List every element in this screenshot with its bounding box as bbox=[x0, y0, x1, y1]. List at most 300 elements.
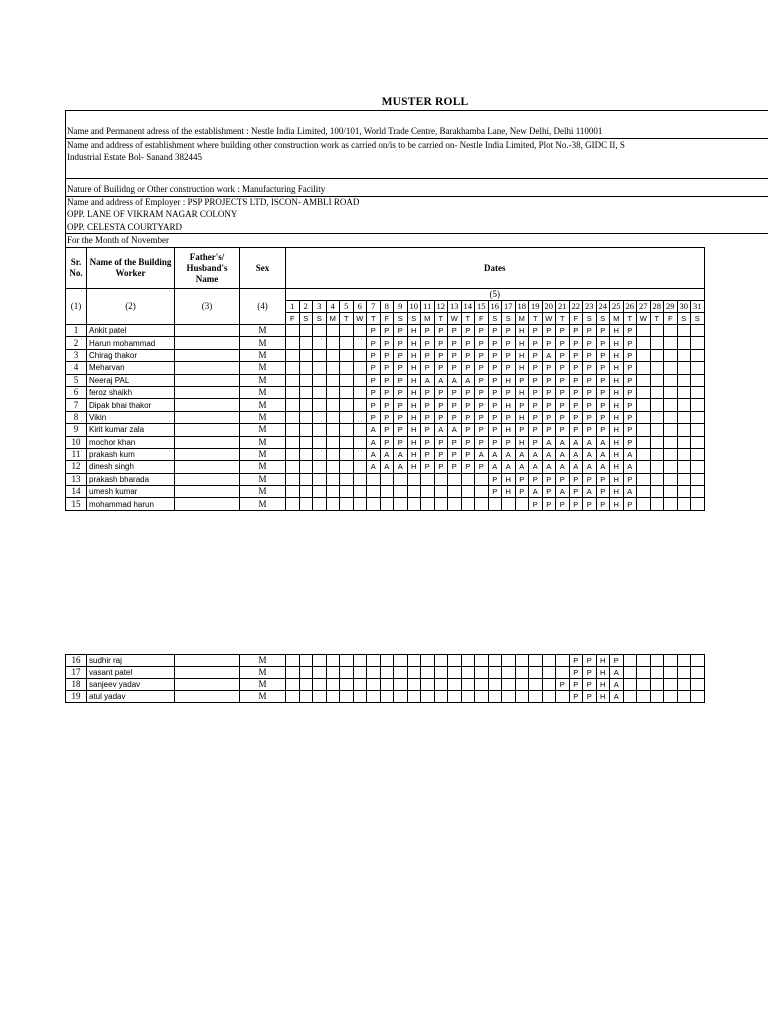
sr-no-cell: 5 bbox=[66, 374, 87, 386]
attendance-cell bbox=[340, 679, 354, 691]
table-row bbox=[66, 337, 705, 349]
attendance-cell bbox=[313, 667, 327, 679]
attendance-cell bbox=[556, 691, 570, 703]
attendance-cell bbox=[299, 424, 313, 436]
attendance-cell: P bbox=[596, 386, 610, 398]
attendance-cell bbox=[313, 362, 327, 374]
attendance-cell bbox=[691, 448, 705, 460]
attendance-cell bbox=[340, 424, 354, 436]
attendance-cell bbox=[677, 374, 691, 386]
weekday: F bbox=[380, 313, 394, 325]
attendance-cell bbox=[353, 679, 367, 691]
worker-name-cell: Vikin bbox=[87, 411, 175, 423]
attendance-cell: P bbox=[380, 424, 394, 436]
attendance-cell: P bbox=[569, 337, 583, 349]
date-number: 20 bbox=[542, 301, 556, 313]
attendance-cell bbox=[677, 349, 691, 361]
attendance-cell bbox=[326, 679, 340, 691]
attendance-cell: P bbox=[569, 679, 583, 691]
attendance-cell: P bbox=[542, 399, 556, 411]
attendance-cell: P bbox=[515, 424, 529, 436]
attendance-cell bbox=[286, 655, 300, 667]
attendance-cell: H bbox=[407, 448, 421, 460]
father-name-cell bbox=[175, 399, 240, 411]
attendance-cell: P bbox=[394, 337, 408, 349]
attendance-cell bbox=[380, 691, 394, 703]
attendance-cell bbox=[353, 337, 367, 349]
attendance-cell: P bbox=[421, 411, 435, 423]
attendance-cell bbox=[340, 349, 354, 361]
sex-cell: M bbox=[240, 374, 286, 386]
table-row bbox=[66, 399, 705, 411]
attendance-cell bbox=[299, 679, 313, 691]
attendance-cell: A bbox=[367, 436, 381, 448]
attendance-cell bbox=[637, 399, 651, 411]
attendance-cell: P bbox=[434, 399, 448, 411]
attendance-cell bbox=[637, 655, 651, 667]
attendance-cell: P bbox=[475, 337, 489, 349]
attendance-cell bbox=[461, 655, 475, 667]
attendance-cell: A bbox=[502, 461, 516, 473]
attendance-cell bbox=[326, 399, 340, 411]
attendance-cell: P bbox=[367, 349, 381, 361]
attendance-cell bbox=[353, 399, 367, 411]
attendance-cell: H bbox=[610, 486, 624, 498]
attendance-cell bbox=[637, 424, 651, 436]
father-name-cell bbox=[175, 667, 240, 679]
attendance-cell: P bbox=[380, 386, 394, 398]
attendance-cell bbox=[691, 667, 705, 679]
attendance-cell: P bbox=[367, 399, 381, 411]
weekday: S bbox=[677, 313, 691, 325]
attendance-cell bbox=[650, 655, 664, 667]
attendance-cell: H bbox=[407, 337, 421, 349]
attendance-cell bbox=[664, 436, 678, 448]
weekday: S bbox=[596, 313, 610, 325]
father-name-cell bbox=[175, 448, 240, 460]
attendance-cell: P bbox=[448, 448, 462, 460]
date-number: 3 bbox=[313, 301, 327, 313]
attendance-cell bbox=[286, 679, 300, 691]
attendance-cell bbox=[299, 325, 313, 337]
attendance-cell bbox=[434, 473, 448, 485]
table-row bbox=[66, 362, 705, 374]
date-number: 6 bbox=[353, 301, 367, 313]
attendance-cell: P bbox=[583, 399, 597, 411]
attendance-cell bbox=[664, 473, 678, 485]
attendance-cell bbox=[637, 337, 651, 349]
attendance-cell: P bbox=[434, 461, 448, 473]
attendance-cell bbox=[650, 436, 664, 448]
sr-no-cell: 11 bbox=[66, 448, 87, 460]
worker-name-cell: prakash kum bbox=[87, 448, 175, 460]
attendance-cell: H bbox=[610, 473, 624, 485]
attendance-cell bbox=[542, 679, 556, 691]
attendance-cell bbox=[407, 655, 421, 667]
attendance-cell: P bbox=[583, 655, 597, 667]
attendance-cell: P bbox=[569, 486, 583, 498]
weekday: S bbox=[407, 313, 421, 325]
attendance-cell: A bbox=[380, 461, 394, 473]
attendance-cell bbox=[691, 424, 705, 436]
attendance-cell bbox=[286, 399, 300, 411]
attendance-cell bbox=[380, 679, 394, 691]
attendance-cell bbox=[326, 337, 340, 349]
weekday: T bbox=[367, 313, 381, 325]
attendance-cell: P bbox=[448, 386, 462, 398]
attendance-cell: P bbox=[475, 399, 489, 411]
attendance-cell: P bbox=[542, 386, 556, 398]
attendance-cell bbox=[488, 667, 502, 679]
attendance-cell bbox=[326, 436, 340, 448]
attendance-cell: P bbox=[394, 362, 408, 374]
attendance-cell bbox=[340, 386, 354, 398]
attendance-cell bbox=[286, 337, 300, 349]
attendance-cell bbox=[286, 362, 300, 374]
attendance-cell bbox=[313, 486, 327, 498]
sr-no-cell: 13 bbox=[66, 473, 87, 485]
attendance-cell: P bbox=[461, 337, 475, 349]
attendance-cell: A bbox=[610, 679, 624, 691]
attendance-cell: P bbox=[475, 436, 489, 448]
date-number: 9 bbox=[394, 301, 408, 313]
attendance-cell bbox=[650, 424, 664, 436]
sex-cell: M bbox=[240, 679, 286, 691]
attendance-cell bbox=[664, 448, 678, 460]
attendance-cell bbox=[677, 486, 691, 498]
worker-name-cell: vasant patel bbox=[87, 667, 175, 679]
attendance-cell: P bbox=[529, 325, 543, 337]
worker-name-cell: dinesh singh bbox=[87, 461, 175, 473]
attendance-cell bbox=[286, 349, 300, 361]
father-name-cell bbox=[175, 411, 240, 423]
attendance-cell: H bbox=[610, 448, 624, 460]
attendance-cell bbox=[664, 486, 678, 498]
attendance-cell bbox=[299, 399, 313, 411]
attendance-cell: P bbox=[475, 411, 489, 423]
attendance-cell bbox=[313, 374, 327, 386]
weekday: M bbox=[610, 313, 624, 325]
attendance-cell bbox=[340, 436, 354, 448]
attendance-cell bbox=[313, 349, 327, 361]
col-number-4: (4) bbox=[240, 289, 286, 325]
attendance-cell: H bbox=[515, 386, 529, 398]
sr-no-cell: 19 bbox=[66, 691, 87, 703]
attendance-cell bbox=[691, 362, 705, 374]
attendance-cell: P bbox=[569, 473, 583, 485]
attendance-cell bbox=[637, 362, 651, 374]
attendance-cell bbox=[691, 374, 705, 386]
attendance-cell: A bbox=[583, 461, 597, 473]
attendance-cell: P bbox=[583, 411, 597, 423]
attendance-cell: H bbox=[610, 362, 624, 374]
attendance-cell: H bbox=[610, 424, 624, 436]
date-number: 27 bbox=[637, 301, 651, 313]
date-number: 2 bbox=[299, 301, 313, 313]
attendance-cell bbox=[326, 411, 340, 423]
attendance-cell bbox=[286, 448, 300, 460]
attendance-cell bbox=[677, 667, 691, 679]
date-number: 23 bbox=[583, 301, 597, 313]
weekday: T bbox=[461, 313, 475, 325]
attendance-cell bbox=[394, 498, 408, 510]
attendance-cell bbox=[691, 498, 705, 510]
attendance-cell bbox=[286, 667, 300, 679]
attendance-cell: A bbox=[542, 436, 556, 448]
attendance-cell bbox=[637, 386, 651, 398]
attendance-cell bbox=[326, 498, 340, 510]
attendance-cell: P bbox=[475, 362, 489, 374]
date-number: 31 bbox=[691, 301, 705, 313]
attendance-cell: P bbox=[488, 337, 502, 349]
attendance-cell bbox=[286, 691, 300, 703]
attendance-cell bbox=[313, 679, 327, 691]
attendance-cell: P bbox=[421, 386, 435, 398]
attendance-cell bbox=[313, 399, 327, 411]
attendance-cell bbox=[353, 486, 367, 498]
weekday: T bbox=[434, 313, 448, 325]
attendance-cell bbox=[313, 325, 327, 337]
attendance-cell: A bbox=[434, 374, 448, 386]
attendance-cell bbox=[475, 667, 489, 679]
date-number: 28 bbox=[650, 301, 664, 313]
sr-no-cell: 8 bbox=[66, 411, 87, 423]
attendance-cell: P bbox=[448, 436, 462, 448]
attendance-cell: P bbox=[380, 436, 394, 448]
attendance-cell bbox=[367, 486, 381, 498]
attendance-cell bbox=[326, 374, 340, 386]
attendance-cell bbox=[650, 667, 664, 679]
attendance-cell bbox=[664, 424, 678, 436]
attendance-cell: P bbox=[488, 436, 502, 448]
attendance-cell bbox=[286, 424, 300, 436]
worker-name-cell: Neeraj PAL bbox=[87, 374, 175, 386]
sex-cell: M bbox=[240, 461, 286, 473]
attendance-cell: A bbox=[394, 448, 408, 460]
attendance-cell: P bbox=[434, 448, 448, 460]
worker-name-cell: Ankit patel bbox=[87, 325, 175, 337]
worker-name-cell: Chirag thakor bbox=[87, 349, 175, 361]
attendance-cell bbox=[650, 498, 664, 510]
attendance-cell: A bbox=[448, 424, 462, 436]
sr-no-cell: 16 bbox=[66, 655, 87, 667]
sex-cell: M bbox=[240, 325, 286, 337]
attendance-cell: P bbox=[434, 386, 448, 398]
attendance-cell bbox=[394, 655, 408, 667]
attendance-cell bbox=[529, 655, 543, 667]
attendance-cell: P bbox=[434, 362, 448, 374]
attendance-cell bbox=[299, 655, 313, 667]
attendance-cell: P bbox=[461, 362, 475, 374]
attendance-cell bbox=[664, 399, 678, 411]
weekday: W bbox=[542, 313, 556, 325]
attendance-cell: H bbox=[407, 461, 421, 473]
sr-no-cell: 9 bbox=[66, 424, 87, 436]
attendance-cell bbox=[691, 486, 705, 498]
attendance-cell: P bbox=[529, 473, 543, 485]
attendance-cell: P bbox=[448, 411, 462, 423]
father-name-cell bbox=[175, 325, 240, 337]
attendance-cell: P bbox=[623, 399, 637, 411]
attendance-cell: H bbox=[515, 349, 529, 361]
father-name-cell bbox=[175, 337, 240, 349]
column-number-row bbox=[66, 289, 705, 301]
attendance-cell bbox=[664, 679, 678, 691]
attendance-cell bbox=[326, 473, 340, 485]
attendance-cell bbox=[650, 337, 664, 349]
attendance-cell: P bbox=[583, 374, 597, 386]
attendance-cell bbox=[677, 679, 691, 691]
attendance-cell bbox=[461, 498, 475, 510]
attendance-cell: H bbox=[502, 424, 516, 436]
date-number: 13 bbox=[448, 301, 462, 313]
attendance-cell bbox=[637, 374, 651, 386]
attendance-cell bbox=[448, 667, 462, 679]
attendance-cell bbox=[313, 436, 327, 448]
attendance-cell bbox=[488, 691, 502, 703]
attendance-cell: P bbox=[556, 679, 570, 691]
attendance-cell: A bbox=[448, 374, 462, 386]
attendance-cell bbox=[664, 374, 678, 386]
date-number: 25 bbox=[610, 301, 624, 313]
attendance-cell bbox=[313, 448, 327, 460]
attendance-cell: A bbox=[515, 461, 529, 473]
attendance-cell: P bbox=[623, 473, 637, 485]
attendance-cell bbox=[529, 667, 543, 679]
attendance-cell bbox=[380, 498, 394, 510]
father-name-cell bbox=[175, 386, 240, 398]
attendance-cell bbox=[353, 461, 367, 473]
attendance-cell bbox=[637, 473, 651, 485]
attendance-cell: P bbox=[394, 411, 408, 423]
attendance-cell: P bbox=[623, 349, 637, 361]
attendance-cell: P bbox=[556, 325, 570, 337]
attendance-cell: P bbox=[448, 461, 462, 473]
attendance-cell bbox=[286, 374, 300, 386]
attendance-cell bbox=[664, 498, 678, 510]
attendance-cell bbox=[691, 679, 705, 691]
col-number-5: (5) bbox=[286, 289, 705, 301]
date-number: 30 bbox=[677, 301, 691, 313]
attendance-cell: P bbox=[394, 424, 408, 436]
attendance-cell: H bbox=[596, 679, 610, 691]
attendance-cell: P bbox=[380, 337, 394, 349]
attendance-cell: P bbox=[488, 349, 502, 361]
attendance-cell bbox=[664, 325, 678, 337]
attendance-cell bbox=[434, 667, 448, 679]
attendance-cell: P bbox=[542, 325, 556, 337]
attendance-cell bbox=[313, 498, 327, 510]
attendance-cell: P bbox=[583, 337, 597, 349]
attendance-cell: A bbox=[556, 448, 570, 460]
attendance-cell bbox=[421, 679, 435, 691]
attendance-cell: P bbox=[367, 325, 381, 337]
attendance-cell bbox=[380, 667, 394, 679]
employer-address-line3: OPP. CELESTA COURTYARD bbox=[67, 222, 183, 232]
weekday: M bbox=[515, 313, 529, 325]
attendance-cell bbox=[407, 486, 421, 498]
attendance-cell bbox=[556, 667, 570, 679]
attendance-cell bbox=[380, 655, 394, 667]
attendance-cell bbox=[434, 486, 448, 498]
attendance-cell bbox=[407, 473, 421, 485]
father-name-cell bbox=[175, 436, 240, 448]
attendance-cell: P bbox=[596, 349, 610, 361]
attendance-cell: H bbox=[596, 655, 610, 667]
muster-roll-table bbox=[65, 247, 705, 511]
attendance-cell: A bbox=[529, 448, 543, 460]
attendance-cell bbox=[502, 498, 516, 510]
attendance-cell: P bbox=[569, 325, 583, 337]
date-number: 11 bbox=[421, 301, 435, 313]
attendance-cell: A bbox=[596, 448, 610, 460]
attendance-cell: P bbox=[461, 386, 475, 398]
rule-2 bbox=[65, 138, 768, 139]
attendance-cell: P bbox=[515, 473, 529, 485]
sr-no-cell: 14 bbox=[66, 486, 87, 498]
attendance-cell: P bbox=[623, 386, 637, 398]
attendance-cell: A bbox=[569, 461, 583, 473]
father-name-cell bbox=[175, 473, 240, 485]
employer-address-line2: OPP. LANE OF VIKRAM NAGAR COLONY bbox=[67, 209, 238, 219]
establishment-name-address: Name and Permanent adress of the establishment : Nestle India Limited, 100/101, World Trade Centre, Barakhamba Lane, New Delhi, Delhi 110001 bbox=[67, 126, 603, 136]
attendance-cell bbox=[299, 667, 313, 679]
attendance-cell bbox=[650, 448, 664, 460]
attendance-cell bbox=[691, 411, 705, 423]
attendance-cell bbox=[367, 691, 381, 703]
attendance-cell: P bbox=[556, 386, 570, 398]
attendance-cell: P bbox=[421, 325, 435, 337]
attendance-cell bbox=[367, 498, 381, 510]
attendance-cell: P bbox=[421, 448, 435, 460]
attendance-cell bbox=[448, 473, 462, 485]
father-name-cell bbox=[175, 679, 240, 691]
attendance-cell: P bbox=[556, 498, 570, 510]
weekday: W bbox=[637, 313, 651, 325]
attendance-cell: P bbox=[488, 411, 502, 423]
weekday: T bbox=[650, 313, 664, 325]
attendance-cell bbox=[313, 424, 327, 436]
attendance-cell: H bbox=[610, 498, 624, 510]
table-row bbox=[66, 448, 705, 460]
attendance-cell bbox=[340, 399, 354, 411]
attendance-cell: P bbox=[623, 362, 637, 374]
attendance-cell: P bbox=[623, 374, 637, 386]
attendance-cell: A bbox=[610, 691, 624, 703]
attendance-cell: P bbox=[515, 374, 529, 386]
attendance-cell: P bbox=[569, 411, 583, 423]
worker-name-cell: Meharvan bbox=[87, 362, 175, 374]
date-number: 17 bbox=[502, 301, 516, 313]
attendance-cell bbox=[313, 655, 327, 667]
father-name-cell bbox=[175, 655, 240, 667]
father-name-cell bbox=[175, 424, 240, 436]
attendance-cell: P bbox=[461, 411, 475, 423]
sr-no-cell: 2 bbox=[66, 337, 87, 349]
attendance-cell bbox=[299, 461, 313, 473]
attendance-cell: P bbox=[556, 337, 570, 349]
attendance-cell bbox=[448, 679, 462, 691]
attendance-cell: P bbox=[569, 386, 583, 398]
attendance-cell: P bbox=[596, 498, 610, 510]
attendance-cell bbox=[664, 461, 678, 473]
attendance-cell bbox=[394, 679, 408, 691]
sr-no-cell: 10 bbox=[66, 436, 87, 448]
sex-cell: M bbox=[240, 667, 286, 679]
attendance-cell: P bbox=[623, 436, 637, 448]
attendance-cell: P bbox=[583, 679, 597, 691]
nature-of-work: Nature of Builidng or Other construction work : Manufacturing Facility bbox=[67, 184, 326, 194]
